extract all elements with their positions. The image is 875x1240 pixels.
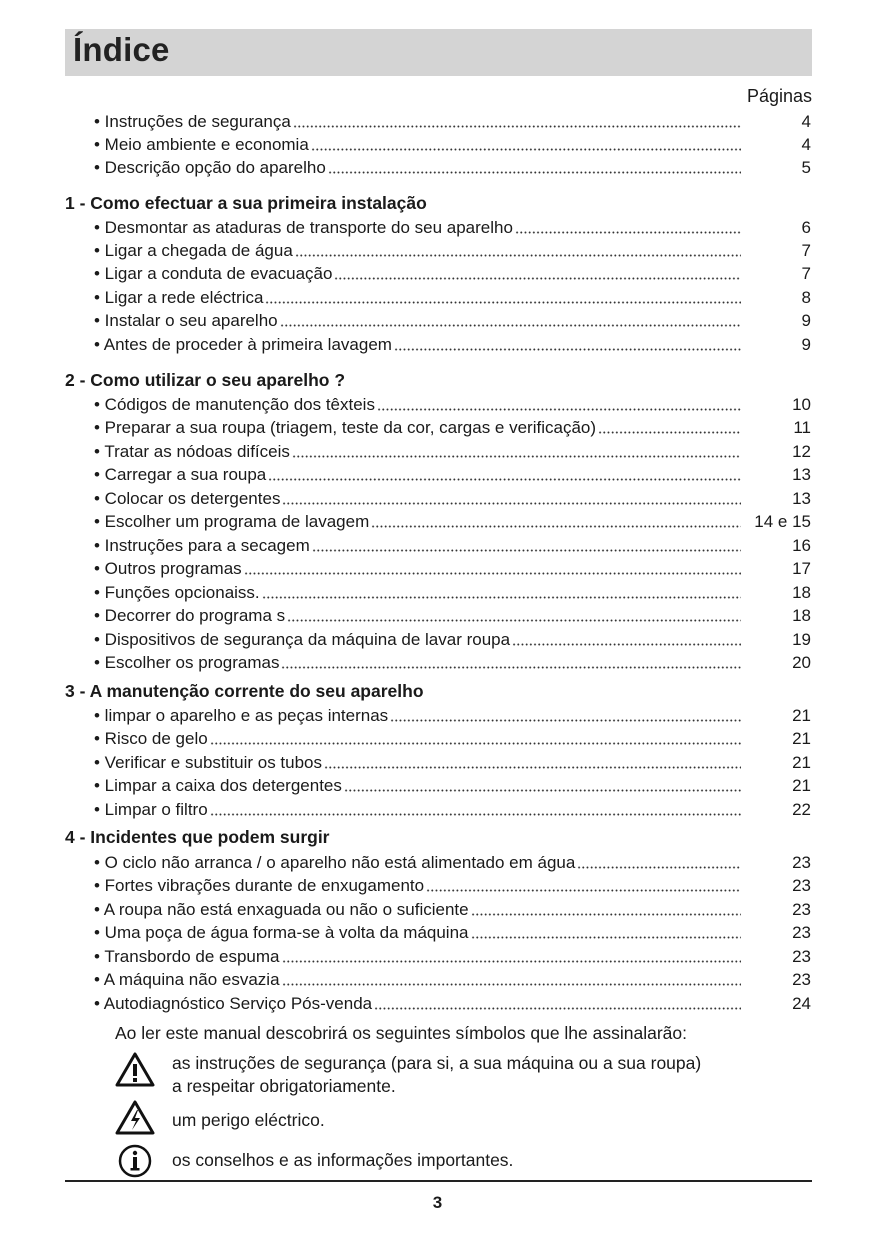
toc-entry-page: 11 [793, 418, 811, 437]
toc-entry-page: 23 [792, 970, 811, 989]
toc-entry[interactable] [94, 239, 811, 262]
dot-leader [280, 324, 741, 327]
section-heading: 3 - A manutenção corrente do seu aparelho [65, 681, 424, 701]
symbol-description-line: a respeitar obrigatoriamente. [172, 1076, 396, 1096]
toc-entry[interactable] [94, 798, 811, 821]
toc-entry-text: • Ligar a rede eléctrica [94, 288, 264, 307]
symbol-description [172, 1052, 701, 1098]
toc-entry-text: • Outros programas [94, 559, 242, 578]
toc-entry-text: • limpar o aparelho e as peças internas [94, 706, 389, 725]
toc-entry[interactable] [94, 992, 811, 1015]
dot-leader [262, 596, 741, 599]
dot-leader [394, 348, 741, 351]
toc-entry-page: 23 [792, 900, 811, 919]
toc-entry[interactable] [94, 581, 811, 604]
dot-leader [471, 936, 742, 939]
toc-entry-page: 10 [792, 395, 811, 414]
dot-leader [282, 502, 741, 505]
toc-entry[interactable] [94, 751, 811, 774]
dot-leader [312, 549, 741, 552]
toc-entry[interactable] [94, 286, 811, 309]
toc-entry-text: • Meio ambiente e economia [94, 135, 309, 154]
toc-entry-page: 23 [792, 923, 811, 942]
toc-entry[interactable] [94, 416, 811, 439]
dot-leader [377, 408, 741, 411]
toc-entry-text: • Limpar o filtro [94, 800, 208, 819]
dot-leader [210, 742, 741, 745]
toc-entry-page: 4 [801, 112, 811, 131]
dot-leader [598, 431, 741, 434]
toc-entry[interactable] [94, 262, 811, 285]
toc-entry[interactable] [94, 510, 811, 533]
toc-entry-text: • Limpar a caixa dos detergentes [94, 776, 342, 795]
toc-entry[interactable] [94, 604, 811, 627]
symbol-description-line: um perigo eléctrico. [172, 1110, 325, 1130]
toc-entry-page: 5 [801, 158, 811, 177]
toc-entry-page: 21 [792, 776, 811, 795]
toc-entry-page: 14 e 15 [754, 512, 811, 531]
dot-leader [577, 866, 741, 869]
toc-entry-text: • Desmontar as ataduras de transporte do seu aparelho [94, 218, 513, 237]
toc-entry-page: 4 [801, 135, 811, 154]
toc-entry-page: 7 [801, 264, 811, 283]
toc-entry[interactable] [94, 874, 811, 897]
toc-entry[interactable] [94, 487, 811, 510]
pages-column-header: Páginas [746, 86, 812, 106]
toc-entry-text: • Decorrer do programa s [94, 606, 286, 625]
toc-entry-text: • Carregar a sua roupa [94, 465, 267, 484]
toc-entry-page: 18 [792, 583, 811, 602]
dot-leader [328, 171, 741, 174]
toc-entry-text: • Verificar e substituir os tubos [94, 753, 322, 772]
dot-leader [374, 1007, 741, 1010]
dot-leader [265, 301, 741, 304]
info-circle-icon [115, 1143, 155, 1179]
toc-entry-page: 20 [792, 653, 811, 672]
toc-entry-page: 22 [792, 800, 811, 819]
toc-entry-page: 18 [792, 606, 811, 625]
toc-entry-text: • Colocar os detergentes [94, 489, 281, 508]
dot-leader [210, 813, 741, 816]
toc-entry-page: 9 [801, 335, 811, 354]
dot-leader [311, 148, 741, 151]
dot-leader [371, 525, 741, 528]
toc-entry-page: 7 [801, 241, 811, 260]
toc-entry[interactable] [94, 704, 811, 727]
dot-leader [512, 643, 741, 646]
toc-entry-text: • Risco de gelo [94, 729, 208, 748]
toc-entry[interactable] [94, 309, 811, 332]
symbols-intro: Ao ler este manual descobrirá os seguintes símbolos que lhe assinalarão: [115, 1023, 687, 1043]
toc-entry-text: • Transbordo de espuma [94, 947, 280, 966]
toc-entry-text: • Ligar a chegada de água [94, 241, 293, 260]
toc-entry-page: 21 [792, 706, 811, 725]
toc-entry-page: 24 [792, 994, 811, 1013]
toc-entry-page: 23 [792, 853, 811, 872]
symbol-description [172, 1149, 513, 1172]
dot-leader [281, 666, 741, 669]
toc-entry-text: • Descrição opção do aparelho [94, 158, 326, 177]
toc-entry-text: • Fortes vibrações durante de enxugamento [94, 876, 425, 895]
toc-entry-text: • A roupa não está enxaguada ou não o suficiente [94, 900, 469, 919]
toc-entry[interactable] [94, 898, 811, 921]
toc-entry-text: • Escolher um programa de lavagem [94, 512, 370, 531]
dot-leader [287, 619, 741, 622]
toc-entry[interactable] [94, 651, 811, 674]
dot-leader [426, 889, 741, 892]
toc-entry-page: 6 [801, 218, 811, 237]
toc-entry[interactable] [94, 440, 811, 463]
toc-entry-text: • Ligar a conduta de evacuação [94, 264, 333, 283]
toc-entry[interactable] [94, 333, 811, 356]
toc-entry[interactable] [94, 921, 811, 944]
toc-entry-text: • Dispositivos de segurança da máquina de lavar roupa [94, 630, 511, 649]
dot-leader [515, 231, 741, 234]
toc-entry-text: • Uma poça de água forma-se à volta da máquina [94, 923, 469, 942]
dot-leader [292, 455, 741, 458]
toc-entry-page: 17 [792, 559, 811, 578]
dot-leader [471, 913, 741, 916]
toc-entry-text: • Tratar as nódoas difíceis [94, 442, 290, 461]
toc-entry-page: 16 [792, 536, 811, 555]
section-heading: 2 - Como utilizar o seu aparelho ? [65, 370, 346, 390]
toc-entry[interactable] [94, 133, 811, 156]
dot-leader [244, 572, 741, 575]
toc-entry-text: • Códigos de manutenção dos têxteis [94, 395, 375, 414]
toc-entry[interactable] [94, 216, 811, 239]
toc-entry[interactable] [94, 463, 811, 486]
toc-entry-page: 12 [792, 442, 811, 461]
title-bar [65, 29, 812, 76]
toc-entry-page: 21 [792, 753, 811, 772]
toc-entry-page: 23 [792, 947, 811, 966]
toc-entry[interactable] [94, 557, 811, 580]
electric-hazard-icon [115, 1100, 155, 1136]
toc-entry-page: 13 [792, 489, 811, 508]
toc-entry-text: • A máquina não esvazia [94, 970, 280, 989]
dot-leader [344, 789, 741, 792]
toc-entry[interactable] [94, 968, 811, 991]
symbol-description-line: os conselhos e as informações importantes. [172, 1150, 514, 1170]
toc-entry-page: 8 [801, 288, 811, 307]
dot-leader [390, 719, 741, 722]
toc-entry[interactable] [94, 727, 811, 750]
dot-leader [334, 277, 741, 280]
toc-entry-page: 21 [792, 729, 811, 748]
toc-entry[interactable] [94, 628, 811, 651]
toc-entry-page: 23 [792, 876, 811, 895]
toc-entry-text: • Escolher os programas [94, 653, 280, 672]
toc-entry-page: 19 [792, 630, 811, 649]
toc-entry[interactable] [94, 945, 811, 968]
toc-entry[interactable] [94, 851, 811, 874]
toc-entry-text: • Instalar o seu aparelho [94, 311, 278, 330]
toc-entry[interactable] [94, 774, 811, 797]
dot-leader [282, 960, 741, 963]
toc-entry-text: • Antes de proceder à primeira lavagem [94, 335, 392, 354]
toc-entry-text: • Autodiagnóstico Serviço Pós-venda [94, 994, 373, 1013]
page-title: Índice [73, 31, 170, 68]
toc-entry-text: • Funções opcionaiss. [94, 583, 260, 602]
toc-entry[interactable] [94, 156, 811, 179]
toc-entry-text: • Preparar a sua roupa (triagem, teste da cor, cargas e verificação) [94, 418, 597, 437]
section-heading: 1 - Como efectuar a sua primeira instalação [65, 193, 427, 213]
dot-leader [324, 766, 741, 769]
dot-leader [268, 478, 741, 481]
dot-leader [282, 983, 741, 986]
dot-leader [295, 254, 741, 257]
toc-entry[interactable] [94, 534, 811, 557]
toc-entry-text: • O ciclo não arranca / o aparelho não está alimentado em água [94, 853, 576, 872]
toc-entry-page: 13 [792, 465, 811, 484]
section-heading: 4 - Incidentes que podem surgir [65, 827, 330, 847]
footer-rule [65, 1180, 812, 1182]
toc-entry[interactable] [94, 393, 811, 416]
toc-entry-text: • Instruções para a secagem [94, 536, 310, 555]
dot-leader [293, 125, 741, 128]
page-number: 3 [432, 1193, 443, 1212]
warning-triangle-icon [115, 1052, 155, 1088]
toc-entry-text: • Instruções de segurança [94, 112, 291, 131]
toc-entry-page: 9 [801, 311, 811, 330]
symbol-description [172, 1109, 325, 1132]
toc-entry[interactable] [94, 110, 811, 133]
symbol-description-line: as instruções de segurança (para si, a sua máquina ou a sua roupa) [172, 1053, 702, 1073]
